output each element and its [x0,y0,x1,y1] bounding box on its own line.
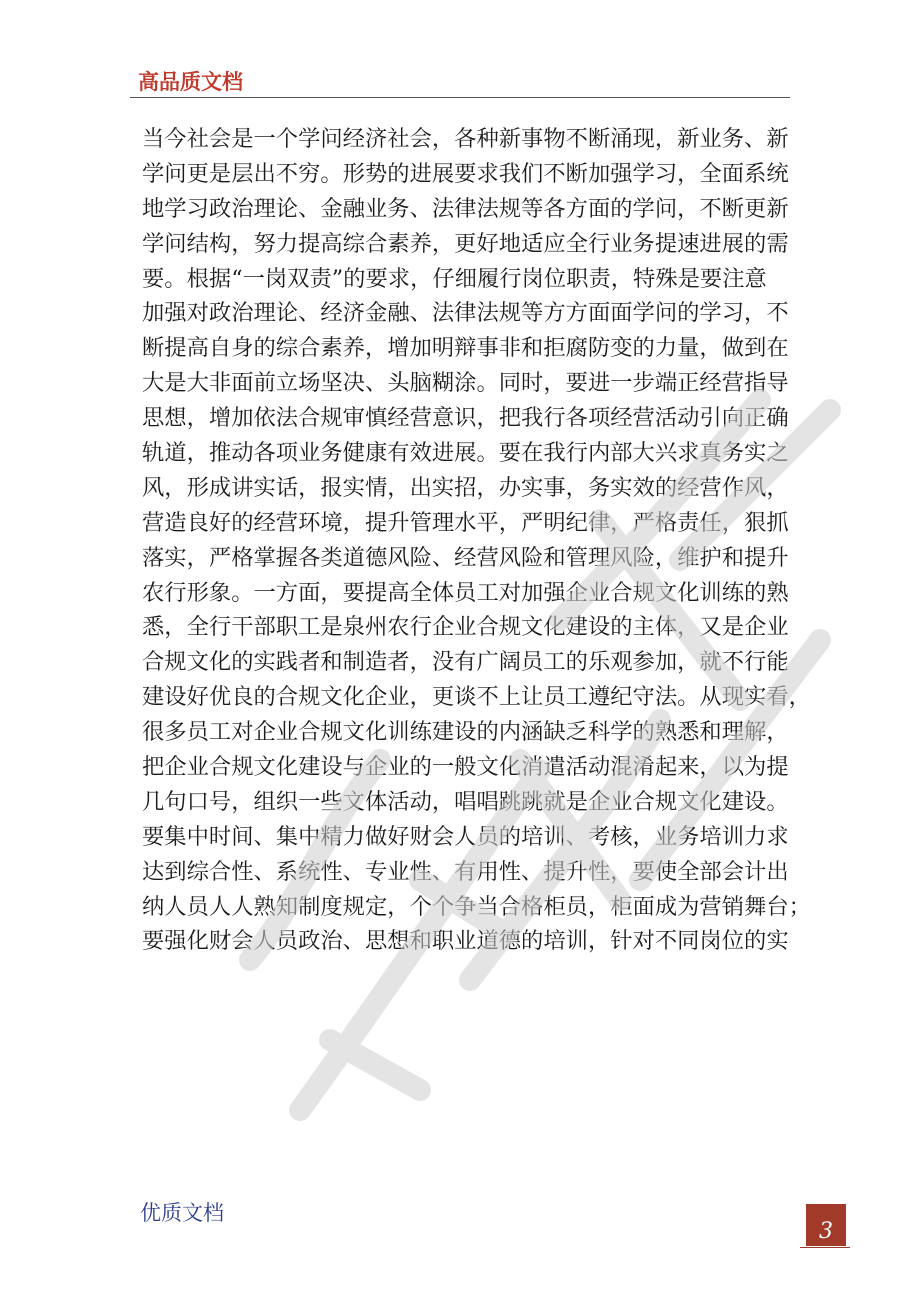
body-line: 几句口号，组织一些文体活动，唱唱跳跳就是企业合规文化建设。 [142,788,789,815]
body-line: 当今社会是一个学问经济社会，各种新事物不断涌现，新业务、新 [142,126,789,152]
body-line: 达到综合性、系统性、专业性、有用性、提升性，要使全部会计出 [142,858,789,885]
page-number: 3 [819,1219,833,1244]
body-line: 加强对政治理论、经济金融、法律法规等方方面面学问的学习，不 [142,300,789,327]
footer-label: 优质文档 [140,1201,224,1225]
body-line: 轨道，推动各项业务健康有效进展。要在我行内部大兴求真务实之 [142,440,789,467]
body-line: 风，形成讲实话，报实情，出实招，办实事，务实效的经营作风， [142,474,789,501]
body-line: 营造良好的经营环境，提升管理水平，严明纪律，严格责任，狠抓 [142,509,789,536]
body-line: 纳人员人人熟知制度规定，个个争当合格柜员，柜面成为营销舞台； [142,893,811,920]
body-line: 合规文化的实践者和制造者，没有广阔员工的乐观参加，就不行能 [142,649,789,676]
header-divider [130,97,790,98]
body-line: 很多员工对企业合规文化训练建设的内涵缺乏科学的熟悉和理解， [142,719,789,746]
page-number-badge [806,1204,846,1246]
body-line: 地学习政治理论、金融业务、法律法规等各方面的学问，不断更新 [142,195,789,222]
body-line: 农行形象。一方面，要提高全体员工对加强企业合规文化训练的熟 [142,579,789,606]
body-line: 要强化财会人员政治、思想和职业道德的培训，针对不同岗位的实 [142,928,789,955]
body-line: 悉，全行干部职工是泉州农行企业合规文化建设的主体，又是企业 [142,614,789,641]
body-line: 落实，严格掌握各类道德风险、经营风险和管理风险，维护和提升 [142,544,789,571]
body-line: 思想，增加依法合规审慎经营意识，把我行各项经营活动引向正确 [142,405,789,432]
body-line: 学问结构，努力提高综合素养，更好地适应全行业务提速进展的需 [142,230,789,257]
body-line: 把企业合规文化建设与企业的一般文化消遣活动混淆起来，以为提 [142,754,789,781]
body-line: 建设好优良的合规文化企业，更谈不上让员工遵纪守法。从现实看， [142,684,811,711]
page-number-underline [800,1247,850,1248]
body-line: 断提高自身的综合素养，增加明辩事非和拒腐防变的力量，做到在 [142,335,789,362]
document-header-title: 高品质文档 [138,70,243,94]
body-line: 要。根据“一岗双责”的要求，仔细履行岗位职责，特殊是要注意 [142,265,767,292]
body-line: 要集中时间、集中精力做好财会人员的培训、考核，业务培训力求 [142,823,789,850]
body-line: 学问更是层出不穷。形势的进展要求我们不断加强学习，全面系统 [142,160,789,187]
document-body [142,122,811,959]
body-line: 大是大非面前立场坚决、头脑糊涂。同时，要进一步端正经营指导 [142,370,789,397]
